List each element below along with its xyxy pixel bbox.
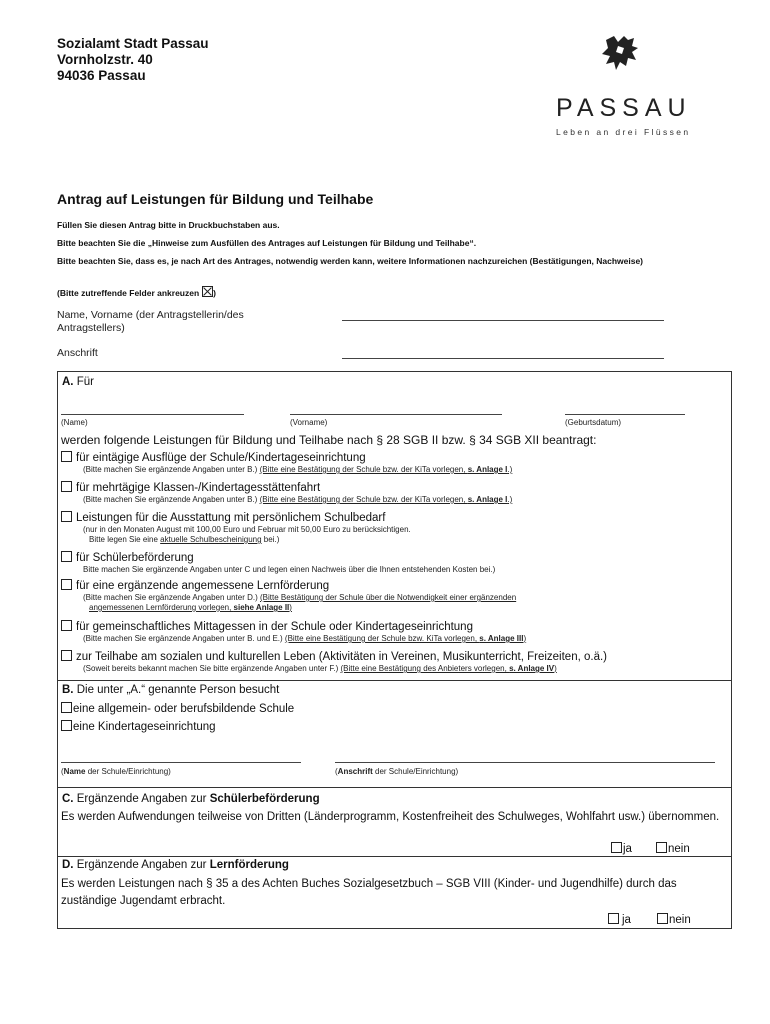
note-check-text: (Bitte zutreffende Felder ankreuzen [57, 288, 200, 298]
option-participation-link: (Bitte eine Bestätigung des Anbieters vorlegen, s. Anlage IV) [340, 664, 557, 673]
section-c-no: nein [656, 842, 690, 856]
section-c-text: Es werden Aufwendungen teilweise von Dritten (Länderprogramm, Kostenfreiheit des Schulweges, Wohlfahrt usw.) übernommen. [61, 811, 720, 823]
option-day-trip [61, 451, 721, 475]
note-hints: Bitte beachten Sie die „Hinweise zum Ausfüllen des Antrages auf Leistungen für Bildung und Teilhabe“. [57, 238, 477, 248]
section-b [57, 680, 732, 788]
checkbox-day-trip[interactable] [61, 451, 72, 462]
option-lunch-link: (Bitte eine Bestätigung der Schule bzw. KiTa vorlegen, s. Anlage III) [284, 634, 527, 643]
school-name-field[interactable] [61, 762, 301, 763]
note-check-fields [57, 286, 717, 299]
child-firstname-field[interactable] [290, 414, 502, 415]
option-day-trip-hint: (Bitte machen Sie ergänzende Angaben unter B.) [83, 465, 260, 474]
option-tutoring-label: für eine ergänzende angemessene Lernförderung [76, 580, 330, 592]
section-c-heading [62, 793, 320, 805]
brand-tagline: Leben an drei Flüssen [556, 127, 691, 137]
section-b-heading [62, 684, 279, 696]
applicant-name-label: Name, Vorname (der Antragstellerin/des Antragstellers) [57, 309, 244, 334]
option-tutoring-link: (Bitte Bestätigung der Schule über die Notwendigkeit einer ergänzenden [260, 593, 517, 602]
option-lunch [61, 620, 721, 644]
checkbox-d-no[interactable] [657, 913, 668, 924]
note-check-end: ) [213, 288, 217, 298]
option-school-supplies-hint2-end: bei.) [261, 535, 280, 544]
option-participation [61, 650, 729, 674]
section-c-yes: ja [611, 842, 632, 856]
option-day-trip-label: für eintägige Ausflüge der Schule/Kindertageseinrichtung [76, 452, 366, 464]
col-vorname-label: (Vorname) [290, 418, 328, 427]
note-additional-info: Bitte beachten Sie, dass es, je nach Art des Antrages, notwendig werden kann, weitere Informationen nachzureichen (Bestätigungen, Nachweise) [57, 256, 644, 266]
option-school-supplies-hint2: Bitte legen Sie eine [89, 535, 161, 544]
applicant-name-field[interactable] [342, 320, 664, 321]
child-name-field[interactable] [61, 414, 244, 415]
section-d-heading [62, 859, 289, 871]
checkbox-school-supplies[interactable] [61, 511, 72, 522]
option-school-label: eine allgemein- oder berufsbildende Schule [73, 703, 295, 715]
school-address-label: (Anschrift der Schule/Einrichtung) [335, 767, 459, 776]
option-multi-day-trip-hint: (Bitte machen Sie ergänzende Angaben unter B.) [83, 495, 260, 504]
address-line-2: Vornholzstr. 40 [57, 52, 153, 67]
option-day-trip-link: (Bitte eine Bestätigung der Schule bzw. der KiTa vorlegen, s. Anlage I.) [259, 465, 513, 474]
checkbox-d-yes[interactable] [608, 913, 619, 924]
section-d-heading-bold: Lernförderung [209, 859, 289, 871]
checkbox-transport[interactable] [61, 551, 72, 562]
option-participation-label: zur Teilhabe am sozialen und kulturellen Leben (Aktivitäten in Vereinen, Musikunterricht, Freizeiten, o.ä.) [76, 651, 607, 663]
option-kita [61, 720, 216, 734]
section-a-letter: A. [62, 376, 74, 388]
checkbox-kita[interactable] [61, 720, 72, 731]
section-c [57, 787, 732, 857]
option-kita-label: eine Kindertageseinrichtung [73, 721, 216, 733]
option-multi-day-trip-link: (Bitte eine Bestätigung der Schule bzw. der KiTa vorlegen, s. Anlage I.) [259, 495, 513, 504]
section-d-yes: ja [608, 913, 631, 927]
section-a-intro: werden folgende Leistungen für Bildung und Teilhabe nach § 28 SGB II bzw. § 34 SGB XII beantragt: [61, 433, 597, 447]
section-a-heading-text: Für [76, 376, 94, 388]
address-line-1: Sozialamt Stadt Passau [57, 36, 209, 51]
checkbox-multi-day-trip[interactable] [61, 481, 72, 492]
option-tutoring-link-2: angemessenen Lernförderung vorlegen, siehe Anlage II) [89, 603, 292, 612]
section-d-heading-text: Ergänzende Angaben zur [76, 859, 210, 871]
school-name-label: (Name der Schule/Einrichtung) [61, 767, 171, 776]
section-a [57, 371, 732, 681]
passau-wolf-crest-icon [598, 30, 644, 76]
checked-box-icon [202, 286, 213, 297]
option-tutoring [61, 579, 721, 613]
applicant-address-label: Anschrift [57, 347, 98, 359]
school-certificate-link: aktuelle Schulbescheinigung [160, 535, 262, 544]
section-c-heading-bold: Schülerbeförderung [209, 793, 320, 805]
note-print-letters: Füllen Sie diesen Antrag bitte in Druckbuchstaben aus. [57, 220, 280, 230]
option-school-supplies-hint: (nur in den Monaten August mit 100,00 Euro und Februar mit 50,00 Euro zu berücksichtigen. [83, 525, 411, 534]
option-transport [61, 551, 721, 575]
option-multi-day-trip-label: für mehrtägige Klassen-/Kindertagesstättenfahrt [76, 482, 321, 494]
checkbox-c-no[interactable] [656, 842, 667, 853]
option-school-supplies-label: Leistungen für die Ausstattung mit persönlichem Schulbedarf [76, 512, 386, 524]
section-d [57, 856, 732, 929]
option-school-supplies [61, 511, 721, 545]
section-d-letter: D. [62, 859, 74, 871]
checkbox-lunch[interactable] [61, 620, 72, 631]
checkbox-participation[interactable] [61, 650, 72, 661]
address-line-3: 94036 Passau [57, 68, 146, 83]
option-transport-label: für Schülerbeförderung [76, 552, 194, 564]
col-birthdate-label: (Geburtsdatum) [565, 418, 622, 427]
form-title: Antrag auf Leistungen für Bildung und Teilhabe [57, 191, 374, 207]
child-birthdate-field[interactable] [565, 414, 685, 415]
section-c-heading-text: Ergänzende Angaben zur [76, 793, 210, 805]
col-name-label: (Name) [61, 418, 88, 427]
brand-name: PASSAU [556, 94, 692, 122]
checkbox-tutoring[interactable] [61, 579, 72, 590]
section-a-heading [62, 376, 94, 388]
applicant-address-field[interactable] [342, 358, 664, 359]
checkbox-c-yes[interactable] [611, 842, 622, 853]
option-multi-day-trip [61, 481, 721, 505]
checkbox-school[interactable] [61, 702, 72, 713]
option-tutoring-hint: (Bitte machen Sie ergänzende Angaben unter D.) [83, 593, 260, 602]
option-transport-hint: Bitte machen Sie ergänzende Angaben unter C und legen einen Nachweis über die Ihnen entstehenden Kosten bei.) [83, 565, 496, 574]
school-address-field[interactable] [335, 762, 715, 763]
section-b-heading-text: Die unter „A.“ genannte Person besucht [76, 684, 280, 696]
section-c-letter: C. [62, 793, 74, 805]
section-d-no: nein [657, 913, 691, 927]
option-lunch-label: für gemeinschaftliches Mittagessen in der Schule oder Kindertageseinrichtung [76, 621, 473, 633]
option-lunch-hint: (Bitte machen Sie ergänzende Angaben unter B. und E.) [83, 634, 285, 643]
section-d-text: Es werden Leistungen nach § 35 a des Achten Buches Sozialgesetzbuch – SGB VIII (Kinder- und Jugendhilfe) durch das zuständige Jugendamt erbracht. [61, 878, 677, 907]
option-participation-hint: (Soweit bereits bekannt machen Sie bitte ergänzende Angaben unter F.) [83, 664, 341, 673]
section-b-letter: B. [62, 684, 74, 696]
sender-address [57, 36, 209, 84]
option-school [61, 702, 294, 716]
